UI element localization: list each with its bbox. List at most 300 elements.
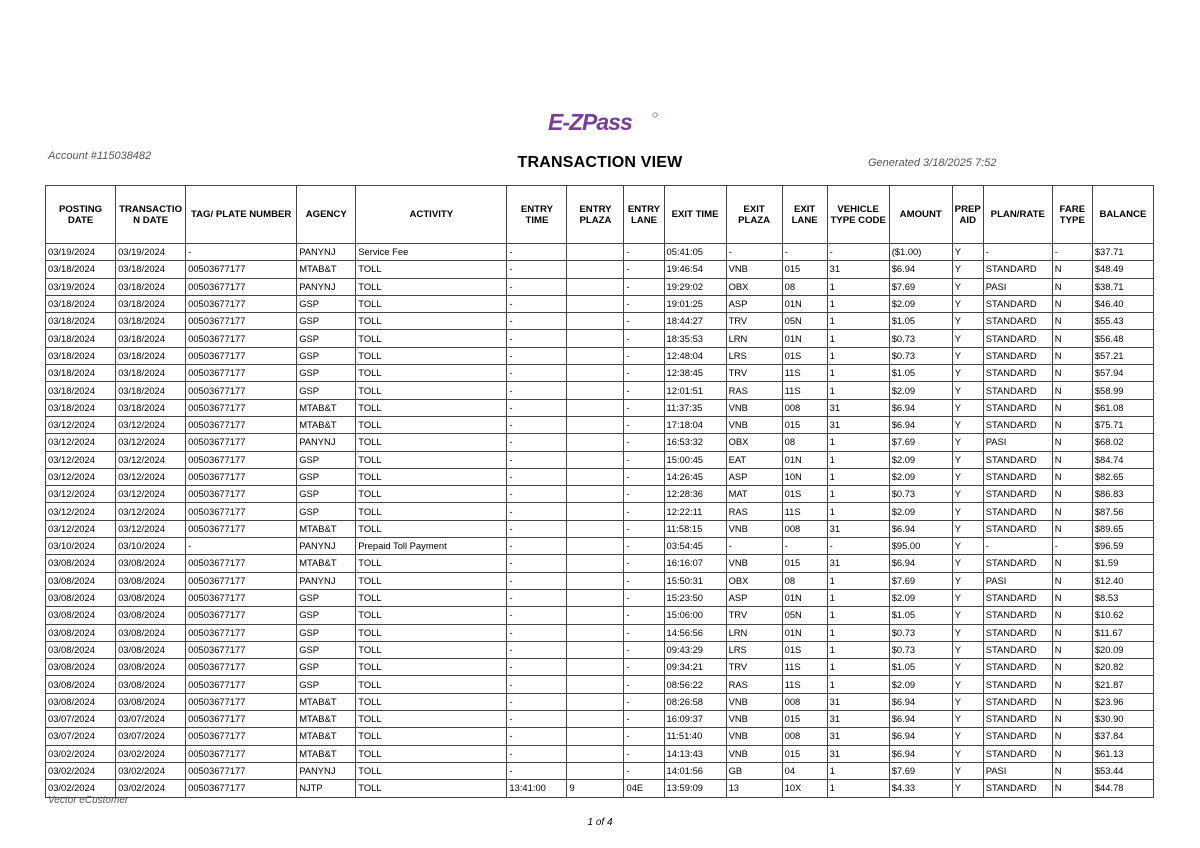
table-cell: - <box>624 520 664 537</box>
table-cell: Y <box>952 244 983 261</box>
table-cell: 03/08/2024 <box>46 641 116 658</box>
table-cell: TOLL <box>356 382 507 399</box>
table-cell: N <box>1052 762 1092 779</box>
table-row <box>46 589 1154 606</box>
table-cell: ($1.00) <box>889 244 952 261</box>
table-cell: MTAB&T <box>297 555 356 572</box>
table-cell: N <box>1052 745 1092 762</box>
table-cell: $2.09 <box>889 503 952 520</box>
table-cell: 1 <box>827 330 889 347</box>
table-cell: MTAB&T <box>297 416 356 433</box>
table-header-row <box>46 186 1154 244</box>
table-cell: - <box>1052 538 1092 555</box>
table-cell: N <box>1052 434 1092 451</box>
table-cell: 03/08/2024 <box>116 572 186 589</box>
table-cell: - <box>624 676 664 693</box>
table-cell: 1 <box>827 295 889 312</box>
table-row <box>46 451 1154 468</box>
table-cell: 03/12/2024 <box>46 468 116 485</box>
table-cell: 03/12/2024 <box>46 520 116 537</box>
table-cell: - <box>624 659 664 676</box>
table-cell: - <box>507 382 567 399</box>
table-cell: $30.90 <box>1092 711 1153 728</box>
table-cell <box>567 416 624 433</box>
table-cell: 00503677177 <box>186 607 297 624</box>
table-cell: 12:48:04 <box>664 347 726 364</box>
table-cell: - <box>507 624 567 641</box>
table-cell: $82.65 <box>1092 468 1153 485</box>
table-cell: - <box>186 538 297 555</box>
table-cell: STANDARD <box>983 520 1052 537</box>
table-cell: - <box>726 538 782 555</box>
table-cell: ASP <box>726 589 782 606</box>
table-cell: Y <box>952 659 983 676</box>
table-cell: VNB <box>726 711 782 728</box>
table-cell: - <box>624 347 664 364</box>
table-cell: 03/19/2024 <box>116 244 186 261</box>
table-cell: MTAB&T <box>297 520 356 537</box>
table-cell: MTAB&T <box>297 728 356 745</box>
table-cell: 015 <box>782 416 827 433</box>
table-cell: TOLL <box>356 589 507 606</box>
column-header: ENTRY PLAZA <box>567 186 624 244</box>
table-cell: 19:46:54 <box>664 261 726 278</box>
table-cell: $6.94 <box>889 555 952 572</box>
table-cell: - <box>624 244 664 261</box>
table-row <box>46 244 1154 261</box>
table-cell: 16:16:07 <box>664 555 726 572</box>
table-cell: $57.21 <box>1092 347 1153 364</box>
table-cell: TOLL <box>356 295 507 312</box>
column-header: EXIT PLAZA <box>726 186 782 244</box>
table-cell: 11S <box>782 503 827 520</box>
table-cell: N <box>1052 780 1092 797</box>
table-cell: - <box>507 261 567 278</box>
table-cell: $0.73 <box>889 641 952 658</box>
table-cell: 03/02/2024 <box>46 780 116 797</box>
table-cell: N <box>1052 728 1092 745</box>
table-cell: 13:41:00 <box>507 780 567 797</box>
table-cell: N <box>1052 295 1092 312</box>
column-header: EXIT TIME <box>664 186 726 244</box>
column-header: PREP AID <box>952 186 983 244</box>
table-cell: 11:37:35 <box>664 399 726 416</box>
table-cell: 31 <box>827 711 889 728</box>
table-cell: PASI <box>983 762 1052 779</box>
column-header: ENTRY LANE <box>624 186 664 244</box>
table-cell: - <box>624 693 664 710</box>
table-cell: STANDARD <box>983 624 1052 641</box>
table-row <box>46 641 1154 658</box>
table-cell: 03/08/2024 <box>46 676 116 693</box>
table-cell: Y <box>952 555 983 572</box>
table-cell: STANDARD <box>983 503 1052 520</box>
table-cell: 1 <box>827 572 889 589</box>
table-cell: 03/18/2024 <box>46 365 116 382</box>
table-cell: 00503677177 <box>186 555 297 572</box>
table-cell <box>567 555 624 572</box>
table-cell: 00503677177 <box>186 762 297 779</box>
table-cell: $6.94 <box>889 693 952 710</box>
table-cell: TOLL <box>356 762 507 779</box>
table-row <box>46 538 1154 555</box>
table-cell: Y <box>952 728 983 745</box>
table-cell: Y <box>952 503 983 520</box>
table-cell <box>567 451 624 468</box>
table-cell: 03/18/2024 <box>46 399 116 416</box>
table-cell: - <box>507 711 567 728</box>
table-cell: $6.94 <box>889 261 952 278</box>
table-cell: 01N <box>782 589 827 606</box>
table-cell: TOLL <box>356 416 507 433</box>
table-cell: TOLL <box>356 520 507 537</box>
table-cell: MTAB&T <box>297 261 356 278</box>
table-cell: 05N <box>782 313 827 330</box>
table-cell: $6.94 <box>889 416 952 433</box>
table-cell: - <box>624 295 664 312</box>
table-cell: N <box>1052 468 1092 485</box>
table-cell: TOLL <box>356 641 507 658</box>
table-cell: 1 <box>827 382 889 399</box>
table-cell: 03/02/2024 <box>116 762 186 779</box>
table-cell: 09:34:21 <box>664 659 726 676</box>
table-cell <box>567 313 624 330</box>
table-cell <box>567 399 624 416</box>
table-cell: 03/07/2024 <box>116 711 186 728</box>
table-cell: TOLL <box>356 711 507 728</box>
table-row <box>46 520 1154 537</box>
table-cell: 11S <box>782 676 827 693</box>
table-cell: - <box>507 607 567 624</box>
ezpass-logo <box>540 104 670 140</box>
table-cell: 03/18/2024 <box>116 295 186 312</box>
table-cell: STANDARD <box>983 486 1052 503</box>
table-cell: TRV <box>726 365 782 382</box>
table-cell: - <box>507 347 567 364</box>
table-cell: GSP <box>297 503 356 520</box>
table-cell: $2.09 <box>889 468 952 485</box>
table-cell: - <box>624 313 664 330</box>
table-cell: 00503677177 <box>186 641 297 658</box>
table-cell: Y <box>952 382 983 399</box>
table-cell: $53.44 <box>1092 762 1153 779</box>
table-cell: $1.59 <box>1092 555 1153 572</box>
table-cell: 00503677177 <box>186 330 297 347</box>
table-cell: 13:59:09 <box>664 780 726 797</box>
table-cell: VNB <box>726 416 782 433</box>
column-header: BALANCE <box>1092 186 1153 244</box>
table-cell: 18:44:27 <box>664 313 726 330</box>
table-cell: GB <box>726 762 782 779</box>
table-cell: 03/08/2024 <box>116 659 186 676</box>
table-cell: - <box>1052 244 1092 261</box>
table-cell: $75.71 <box>1092 416 1153 433</box>
table-cell: $6.94 <box>889 728 952 745</box>
table-cell: 00503677177 <box>186 295 297 312</box>
table-cell: N <box>1052 676 1092 693</box>
table-cell: 11S <box>782 382 827 399</box>
column-header: ENTRY TIME <box>507 186 567 244</box>
table-cell: 03/12/2024 <box>116 486 186 503</box>
table-cell: 03/18/2024 <box>116 278 186 295</box>
table-cell: 015 <box>782 555 827 572</box>
table-cell <box>567 330 624 347</box>
table-cell: TOLL <box>356 347 507 364</box>
table-cell: 00503677177 <box>186 347 297 364</box>
table-cell: 14:13:43 <box>664 745 726 762</box>
table-row <box>46 728 1154 745</box>
table-cell: - <box>507 365 567 382</box>
table-row <box>46 693 1154 710</box>
table-cell: N <box>1052 711 1092 728</box>
table-cell: - <box>624 711 664 728</box>
table-cell: - <box>624 589 664 606</box>
table-cell: 00503677177 <box>186 693 297 710</box>
table-cell: 03/12/2024 <box>116 468 186 485</box>
table-cell: 08 <box>782 434 827 451</box>
table-cell: 01N <box>782 295 827 312</box>
table-cell: $2.09 <box>889 451 952 468</box>
table-row <box>46 416 1154 433</box>
table-cell <box>567 538 624 555</box>
table-cell: 1 <box>827 468 889 485</box>
table-cell: VNB <box>726 728 782 745</box>
table-cell: STANDARD <box>983 365 1052 382</box>
table-cell: STANDARD <box>983 607 1052 624</box>
table-cell: - <box>624 607 664 624</box>
column-header: VEHICLE TYPE CODE <box>827 186 889 244</box>
table-cell: 03/19/2024 <box>46 244 116 261</box>
table-cell: $2.09 <box>889 676 952 693</box>
column-header: TAG/ PLATE NUMBER <box>186 186 297 244</box>
table-cell: $37.84 <box>1092 728 1153 745</box>
table-cell: 1 <box>827 313 889 330</box>
table-cell: TRV <box>726 607 782 624</box>
table-cell: N <box>1052 572 1092 589</box>
table-cell: N <box>1052 659 1092 676</box>
table-cell <box>567 434 624 451</box>
table-cell: 015 <box>782 261 827 278</box>
table-cell: STANDARD <box>983 780 1052 797</box>
table-cell: 31 <box>827 399 889 416</box>
table-cell: - <box>782 538 827 555</box>
table-cell <box>567 468 624 485</box>
table-cell: - <box>507 555 567 572</box>
table-cell: 03/12/2024 <box>46 416 116 433</box>
table-cell: Y <box>952 468 983 485</box>
table-cell: 31 <box>827 693 889 710</box>
table-cell <box>567 607 624 624</box>
table-cell: Y <box>952 589 983 606</box>
table-cell: 00503677177 <box>186 382 297 399</box>
table-cell: OBX <box>726 572 782 589</box>
table-row <box>46 365 1154 382</box>
table-cell: TOLL <box>356 503 507 520</box>
table-cell: 00503677177 <box>186 503 297 520</box>
page-title: TRANSACTION VIEW <box>517 154 683 171</box>
table-row <box>46 313 1154 330</box>
table-cell: Y <box>952 434 983 451</box>
table-cell: 05N <box>782 607 827 624</box>
table-cell: - <box>507 693 567 710</box>
table-cell: - <box>983 538 1052 555</box>
table-cell: TOLL <box>356 555 507 572</box>
column-header: POSTING DATE <box>46 186 116 244</box>
table-cell: PANYNJ <box>297 434 356 451</box>
table-cell: 15:00:45 <box>664 451 726 468</box>
table-cell: 00503677177 <box>186 589 297 606</box>
table-cell <box>567 693 624 710</box>
table-cell: TOLL <box>356 330 507 347</box>
table-cell: TOLL <box>356 693 507 710</box>
table-cell: 31 <box>827 520 889 537</box>
table-cell: PANYNJ <box>297 538 356 555</box>
table-cell <box>567 347 624 364</box>
table-cell: 08:26:58 <box>664 693 726 710</box>
table-cell <box>567 295 624 312</box>
table-cell: N <box>1052 520 1092 537</box>
table-cell: $95.00 <box>889 538 952 555</box>
table-cell: 03/18/2024 <box>116 313 186 330</box>
table-cell: Y <box>952 641 983 658</box>
table-cell: 1 <box>827 762 889 779</box>
table-row <box>46 295 1154 312</box>
table-cell: STANDARD <box>983 313 1052 330</box>
table-cell: Y <box>952 520 983 537</box>
table-cell: 00503677177 <box>186 399 297 416</box>
table-cell: - <box>624 572 664 589</box>
table-cell: 008 <box>782 520 827 537</box>
table-cell: $12.40 <box>1092 572 1153 589</box>
table-cell: 12:22:11 <box>664 503 726 520</box>
table-cell: 03/08/2024 <box>46 607 116 624</box>
table-row <box>46 555 1154 572</box>
table-cell: 04 <box>782 762 827 779</box>
table-cell: 10X <box>782 780 827 797</box>
table-cell: 03/08/2024 <box>46 624 116 641</box>
table-row <box>46 347 1154 364</box>
table-cell: $7.69 <box>889 762 952 779</box>
table-cell: - <box>624 624 664 641</box>
table-cell: N <box>1052 693 1092 710</box>
table-cell: 03/12/2024 <box>116 503 186 520</box>
table-cell: N <box>1052 330 1092 347</box>
table-cell: - <box>726 244 782 261</box>
table-cell: 31 <box>827 555 889 572</box>
table-cell: $6.94 <box>889 745 952 762</box>
table-cell: LRS <box>726 347 782 364</box>
table-cell: TOLL <box>356 486 507 503</box>
transaction-table <box>45 185 1154 798</box>
table-cell: N <box>1052 607 1092 624</box>
table-cell: TRV <box>726 659 782 676</box>
table-cell: Y <box>952 745 983 762</box>
table-cell: Y <box>952 486 983 503</box>
table-cell: 14:26:45 <box>664 468 726 485</box>
table-cell: TOLL <box>356 780 507 797</box>
table-cell: 9 <box>567 780 624 797</box>
table-cell: 08 <box>782 572 827 589</box>
table-cell: 01S <box>782 347 827 364</box>
table-cell: - <box>624 399 664 416</box>
table-cell <box>567 261 624 278</box>
table-cell: 03/12/2024 <box>46 451 116 468</box>
table-cell: TOLL <box>356 313 507 330</box>
table-cell: Y <box>952 538 983 555</box>
table-cell: - <box>624 416 664 433</box>
table-row <box>46 780 1154 797</box>
table-cell: N <box>1052 399 1092 416</box>
table-cell: 03/18/2024 <box>116 382 186 399</box>
table-cell: $96.59 <box>1092 538 1153 555</box>
table-cell: 00503677177 <box>186 261 297 278</box>
table-cell <box>567 520 624 537</box>
table-cell: 12:38:45 <box>664 365 726 382</box>
table-cell: - <box>507 244 567 261</box>
table-cell: 00503677177 <box>186 278 297 295</box>
column-header: EXIT LANE <box>782 186 827 244</box>
table-cell: 03/08/2024 <box>116 589 186 606</box>
page-number: 1 of 4 <box>587 817 613 828</box>
table-cell: STANDARD <box>983 589 1052 606</box>
table-cell: - <box>507 538 567 555</box>
table-cell: 31 <box>827 745 889 762</box>
table-cell: 03/02/2024 <box>116 745 186 762</box>
table-cell <box>567 244 624 261</box>
table-cell: - <box>624 745 664 762</box>
table-cell: 03/18/2024 <box>116 261 186 278</box>
table-cell: N <box>1052 313 1092 330</box>
table-cell: TOLL <box>356 468 507 485</box>
table-cell: $20.09 <box>1092 641 1153 658</box>
table-cell: N <box>1052 261 1092 278</box>
table-cell: TOLL <box>356 607 507 624</box>
table-cell: GSP <box>297 365 356 382</box>
table-cell: STANDARD <box>983 295 1052 312</box>
table-cell: Y <box>952 762 983 779</box>
table-cell: 00503677177 <box>186 745 297 762</box>
table-cell: 03/12/2024 <box>116 520 186 537</box>
table-cell: 008 <box>782 399 827 416</box>
table-cell: - <box>507 416 567 433</box>
table-cell: 03/18/2024 <box>46 261 116 278</box>
table-cell: 15:06:00 <box>664 607 726 624</box>
table-cell: $0.73 <box>889 486 952 503</box>
table-cell: 11:58:15 <box>664 520 726 537</box>
table-cell: MTAB&T <box>297 745 356 762</box>
table-cell: 03/12/2024 <box>116 416 186 433</box>
table-cell: 00503677177 <box>186 313 297 330</box>
table-cell: 1 <box>827 451 889 468</box>
table-cell: - <box>507 745 567 762</box>
table-cell: $6.94 <box>889 520 952 537</box>
table-cell: - <box>624 451 664 468</box>
table-cell: STANDARD <box>983 261 1052 278</box>
table-cell: GSP <box>297 330 356 347</box>
table-row <box>46 762 1154 779</box>
table-cell: N <box>1052 641 1092 658</box>
table-row <box>46 434 1154 451</box>
table-cell: 1 <box>827 589 889 606</box>
table-cell: 19:29:02 <box>664 278 726 295</box>
table-cell: 03/08/2024 <box>46 555 116 572</box>
table-cell: VNB <box>726 520 782 537</box>
table-cell: 15:50:31 <box>664 572 726 589</box>
table-cell: 01N <box>782 330 827 347</box>
table-cell: Y <box>952 416 983 433</box>
table-cell: - <box>624 382 664 399</box>
table-cell: $89.65 <box>1092 520 1153 537</box>
